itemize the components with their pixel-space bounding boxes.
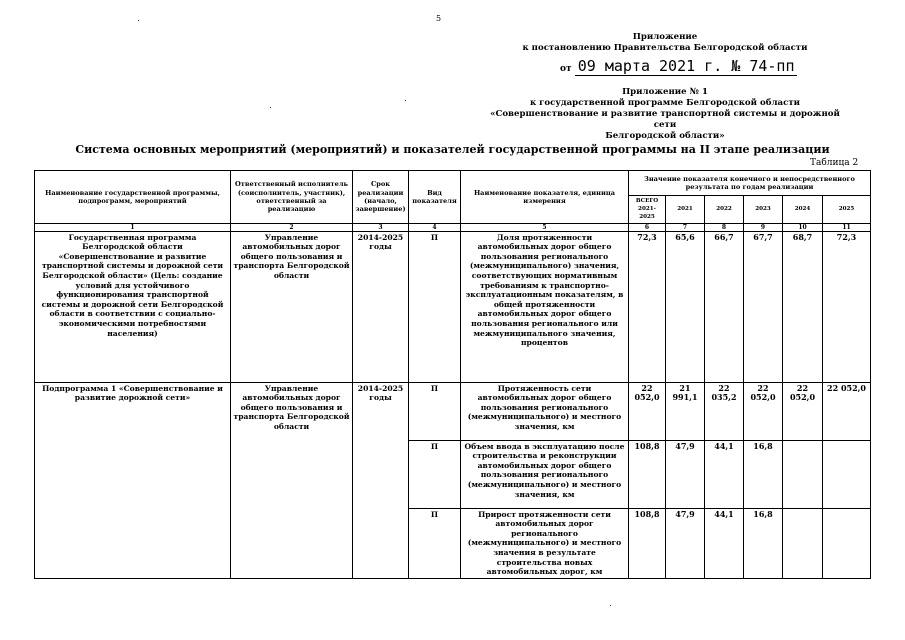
value-cell: 16,8 bbox=[744, 508, 783, 578]
column-number: 1 bbox=[35, 223, 231, 231]
column-numbers-row bbox=[35, 223, 871, 231]
table-row bbox=[35, 382, 871, 440]
column-header-year: 2024 bbox=[783, 196, 823, 224]
decree-date-handwritten: 09 марта 2021 г. № 74-пп bbox=[575, 57, 798, 76]
scan-speck bbox=[405, 100, 406, 101]
column-header-year: 2023 bbox=[744, 196, 783, 224]
column-number: 3 bbox=[353, 223, 409, 231]
column-header-executor: Ответственный исполнитель (соисполнитель, участник), ответственный за реализацию bbox=[231, 171, 353, 224]
kind-cell: П bbox=[409, 508, 461, 578]
table-label: Таблица 2 bbox=[810, 158, 859, 168]
page-number: 5 bbox=[436, 14, 442, 23]
indicator-cell: Прирост протяженности сети автомобильных дорог регионального (межмуниципального) и местного значения в результате строительства новых автомобильных дорог, км bbox=[461, 508, 629, 578]
executor-cell: Управление автомобильных дорог общего пользования и транспорта Белгородской области bbox=[231, 382, 353, 578]
program-reference: к государственной программе Белгородской области bbox=[529, 98, 801, 108]
value-cell: 65,6 bbox=[666, 231, 705, 382]
value-cell: 21 991,1 bbox=[666, 382, 705, 440]
decree-date-prefix: от bbox=[560, 64, 572, 74]
term-cell: 2014-2025 годы bbox=[353, 231, 409, 382]
column-number: 2 bbox=[231, 223, 353, 231]
scan-speck bbox=[610, 605, 611, 606]
appendix-header bbox=[500, 32, 830, 54]
value-cell bbox=[783, 440, 823, 508]
value-cell: 108,8 bbox=[629, 440, 666, 508]
kind-cell: П bbox=[409, 440, 461, 508]
decree-reference: к постановлению Правительства Белгородской области bbox=[522, 43, 808, 53]
column-number: 10 bbox=[783, 223, 823, 231]
value-cell bbox=[823, 508, 871, 578]
column-header-year: 2025 bbox=[823, 196, 871, 224]
value-cell: 44,1 bbox=[705, 440, 744, 508]
indicator-cell: Доля протяженности автомобильных дорог общего пользования регионального (межмуниципального) значения, соответствующих нормативным требованиям к транспортно-эксплуатационным показателям, в общей протяженности автомобильных дорог общего пользования регионального или межмуниципального значения, процентов bbox=[461, 231, 629, 382]
program-name-line1: «Совершенствование и развитие транспортной системы и дорожной сети bbox=[490, 109, 840, 130]
value-cell: 22 052,0 bbox=[823, 382, 871, 440]
column-number: 4 bbox=[409, 223, 461, 231]
measures-table bbox=[34, 170, 871, 579]
column-header-year: 2021 bbox=[666, 196, 705, 224]
table-header-row bbox=[35, 171, 871, 196]
value-cell bbox=[783, 508, 823, 578]
column-header-total: ВСЕГО 2021-2025 bbox=[629, 196, 666, 224]
value-cell: 44,1 bbox=[705, 508, 744, 578]
value-cell: 66,7 bbox=[705, 231, 744, 382]
column-header-term: Срок реализации (начало, завершение) bbox=[353, 171, 409, 224]
value-cell: 68,7 bbox=[783, 231, 823, 382]
value-cell: 108,8 bbox=[629, 508, 666, 578]
decree-date bbox=[560, 57, 797, 75]
value-cell: 67,7 bbox=[744, 231, 783, 382]
column-number: 5 bbox=[461, 223, 629, 231]
column-number: 8 bbox=[705, 223, 744, 231]
column-header-program: Наименование государственной программы, подпрограмм, мероприятий bbox=[35, 171, 231, 224]
value-cell: 72,3 bbox=[823, 231, 871, 382]
kind-cell: П bbox=[409, 231, 461, 382]
column-header-indicator: Наименование показателя, единица измерения bbox=[461, 171, 629, 224]
column-header-kind: Вид показателя bbox=[409, 171, 461, 224]
value-cell: 47,9 bbox=[666, 508, 705, 578]
program-appendix-label: Приложение № 1 bbox=[622, 87, 708, 97]
column-number: 11 bbox=[823, 223, 871, 231]
indicator-cell: Объем ввода в эксплуатацию после строительства и реконструкции автомобильных дорог общего пользования регионального (межмуниципального) и местного значения, км bbox=[461, 440, 629, 508]
column-number: 7 bbox=[666, 223, 705, 231]
value-cell: 22 035,2 bbox=[705, 382, 744, 440]
value-cell: 22 052,0 bbox=[783, 382, 823, 440]
scan-speck bbox=[138, 20, 139, 21]
kind-cell: П bbox=[409, 382, 461, 440]
value-cell: 22 052,0 bbox=[629, 382, 666, 440]
value-cell: 16,8 bbox=[744, 440, 783, 508]
program-appendix-header bbox=[490, 87, 840, 142]
program-cell: Государственная программа Белгородской области «Совершенствование и развитие транспортной системы и дорожной сети Белгородской области» (Цель: создание условий для устойчивого функционирования транспортной системы и дорожной сети Белгородской области в соответствии с социально-экономическими потребностями населения) bbox=[35, 231, 231, 382]
document-title: Система основных мероприятий (мероприятий) и показателей государственной программы на II этапе реализации bbox=[75, 143, 830, 156]
indicator-cell: Протяженность сети автомобильных дорог общего пользования регионального (межмуниципального) и местного значения, км bbox=[461, 382, 629, 440]
subprogram-cell: Подпрограмма 1 «Совершенствование и развитие дорожной сети» bbox=[35, 382, 231, 578]
column-header-year: 2022 bbox=[705, 196, 744, 224]
column-number: 6 bbox=[629, 223, 666, 231]
column-header-values: Значение показателя конечного и непосредственного результата по годам реализации bbox=[629, 171, 871, 196]
column-number: 9 bbox=[744, 223, 783, 231]
program-name-line2: Белгородской области» bbox=[605, 131, 725, 141]
appendix-label: Приложение bbox=[632, 32, 698, 42]
executor-cell: Управление автомобильных дорог общего пользования и транспорта Белгородской области bbox=[231, 231, 353, 382]
value-cell bbox=[823, 440, 871, 508]
value-cell: 47,9 bbox=[666, 440, 705, 508]
value-cell: 22 052,0 bbox=[744, 382, 783, 440]
table-row bbox=[35, 231, 871, 382]
scan-speck bbox=[270, 107, 271, 108]
value-cell: 72,3 bbox=[629, 231, 666, 382]
term-cell: 2014-2025 годы bbox=[353, 382, 409, 578]
